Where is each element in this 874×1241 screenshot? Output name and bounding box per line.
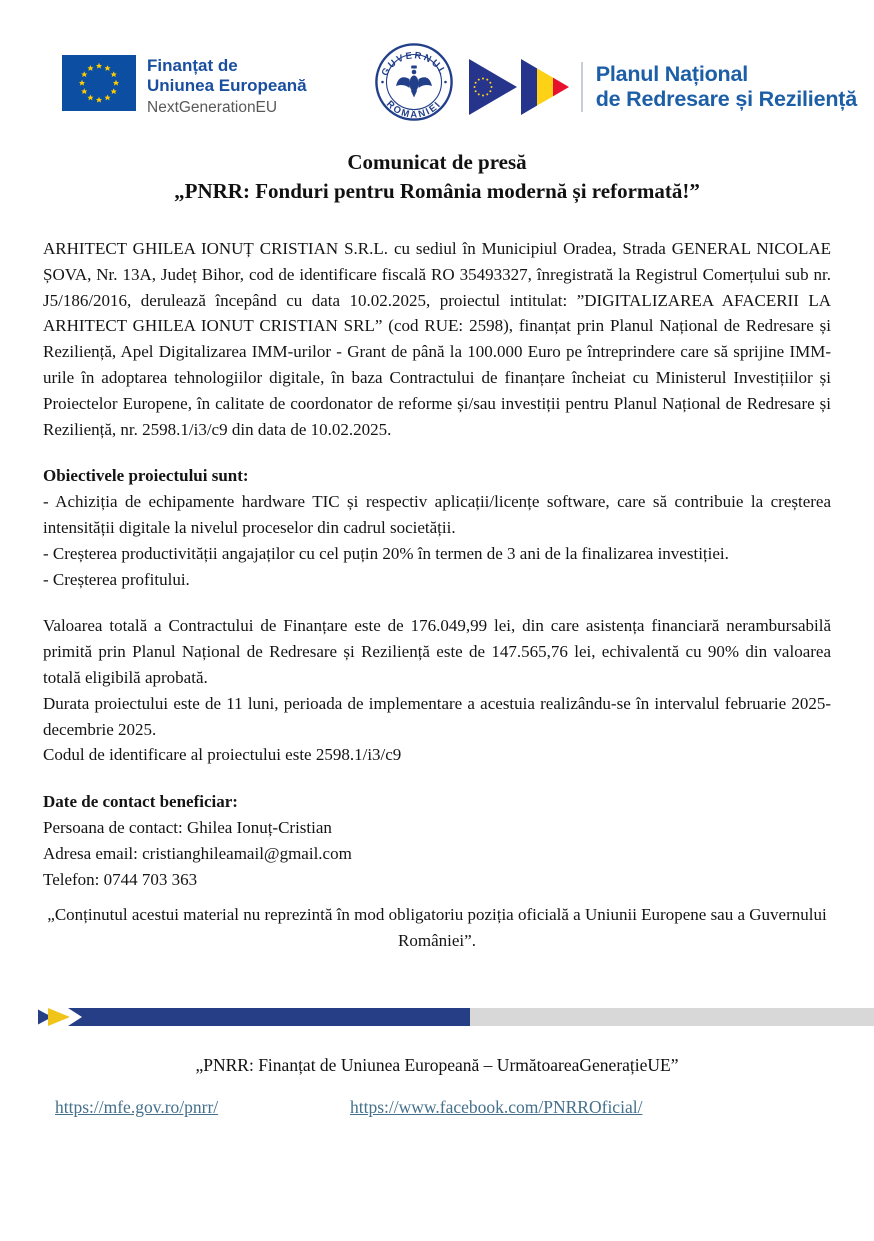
project-code-paragraph: Codul de identificare al proiectului este 2598.1/i3/c9 — [43, 745, 402, 765]
contact-email: Adresa email: cristianghileamail@gmail.com — [43, 843, 352, 863]
funding-value-paragraph: Valoarea totală a Contractului de Finanțare este de 176.049,99 lei, din care asistența financiară nerambursabilă primită prin Planul Național de Redresare și Reziliență este de 147.565,76 lei, echivalentă cu 90% din valoarea totală eligibilă aprobată. — [43, 616, 831, 687]
document-title — [0, 148, 874, 206]
mfe-link[interactable]: https://mfe.gov.ro/pnrr/ — [55, 1097, 219, 1117]
romanian-government-seal-icon — [374, 42, 454, 122]
header — [0, 45, 874, 129]
pnrr-logo — [467, 53, 857, 121]
eu-flag-icon — [62, 55, 136, 111]
title-line2: „PNRR: Fonduri pentru România modernă și reformată!” — [174, 179, 700, 203]
facebook-link[interactable]: https://www.facebook.com/PNRROficial/ — [350, 1097, 643, 1117]
duration-paragraph: Durata proiectului este de 11 luni, perioada de implementare a acestuia realizându-se în intervalul februarie 2025-decembrie 2025. — [43, 693, 831, 739]
eu-logo-line2: Uniunea Europeană — [147, 76, 307, 95]
pnrr-logo-line2: de Redresare și Reziliență — [595, 87, 857, 111]
seal-bottom-text: ROMÂNIEI — [383, 98, 445, 121]
disclaimer: „Conținutul acestui material nu reprezintă în mod obligatoriu poziția oficială a Uniunii Europene sau a Guvernului României”. — [47, 905, 827, 951]
pnrr-arrows-icon — [467, 53, 575, 121]
seal-top-text: GUVERNUL — [379, 50, 449, 79]
intro-paragraph: ARHITECT GHILEA IONUȚ CRISTIAN S.R.L. cu sediul în Municipiul Oradea, Strada GENERAL NICOLAE ȘOVA, Nr. 13A, Județ Bihor, cod de identificare fiscală RO 35493327, înregistrată la Registrul Comerțului sub nr. J5/186/2016, derulează începând cu data 10.02.2025, proiectul intitulat: ”DIGITALIZAREA AFACERII LA ARHITECT GHILEA IONUT CRISTIAN SRL” (cod RUE: 2598), finanțat prin Planul Național de Redresare și Reziliență, Apel Digitalizarea IMM-urilor - Grant de până la 100.000 Euro pe întreprindere care să sprijine IMM-urile în adoptarea tehnologiilor digitale, în baza Contractului de finanțare încheiat cu Ministerul Investițiilor și Proiectelor Europene, în calitate de coordonator de reforme și/sau investiții pentru Planul Național de Redresare și Reziliență, nr. 2598.1/i3/c9 din data de 10.02.2025. — [43, 239, 831, 439]
document-body — [43, 236, 831, 954]
decorative-arrow-bar — [38, 1008, 874, 1026]
contact-heading: Date de contact beneficiar: — [43, 792, 238, 812]
title-line1: Comunicat de presă — [347, 150, 527, 174]
pnrr-logo-text — [581, 62, 857, 112]
eu-logo-text — [147, 55, 307, 118]
footer-slogan: „PNRR: Finanțat de Uniunea Europeană – UrmătoareaGenerațieUE” — [195, 1055, 679, 1075]
contact-phone: Telefon: 0744 703 363 — [43, 869, 198, 889]
objective-item-3: - Creșterea profitului. — [43, 569, 190, 589]
eu-logo-line3: NextGenerationEU — [147, 99, 278, 116]
objective-item-2: - Creșterea productivității angajaților cu cel puțin 20% în termen de 3 ani de la finalizarea investiției. — [43, 543, 729, 563]
contact-person: Persoana de contact: Ghilea Ionuț-Cristian — [43, 817, 332, 837]
objective-item-1: - Achiziția de echipamente hardware TIC și respectiv aplicații/licențe software, care să contribuie la creșterea intensității digitale la nivelul proceselor din cadrul societății. — [43, 492, 831, 537]
eu-funding-logo — [62, 55, 307, 118]
pnrr-logo-line1: Planul Național — [595, 62, 749, 86]
eu-logo-line1: Finanțat de — [147, 56, 238, 75]
objectives-heading: Obiectivele proiectului sunt: — [43, 466, 249, 486]
